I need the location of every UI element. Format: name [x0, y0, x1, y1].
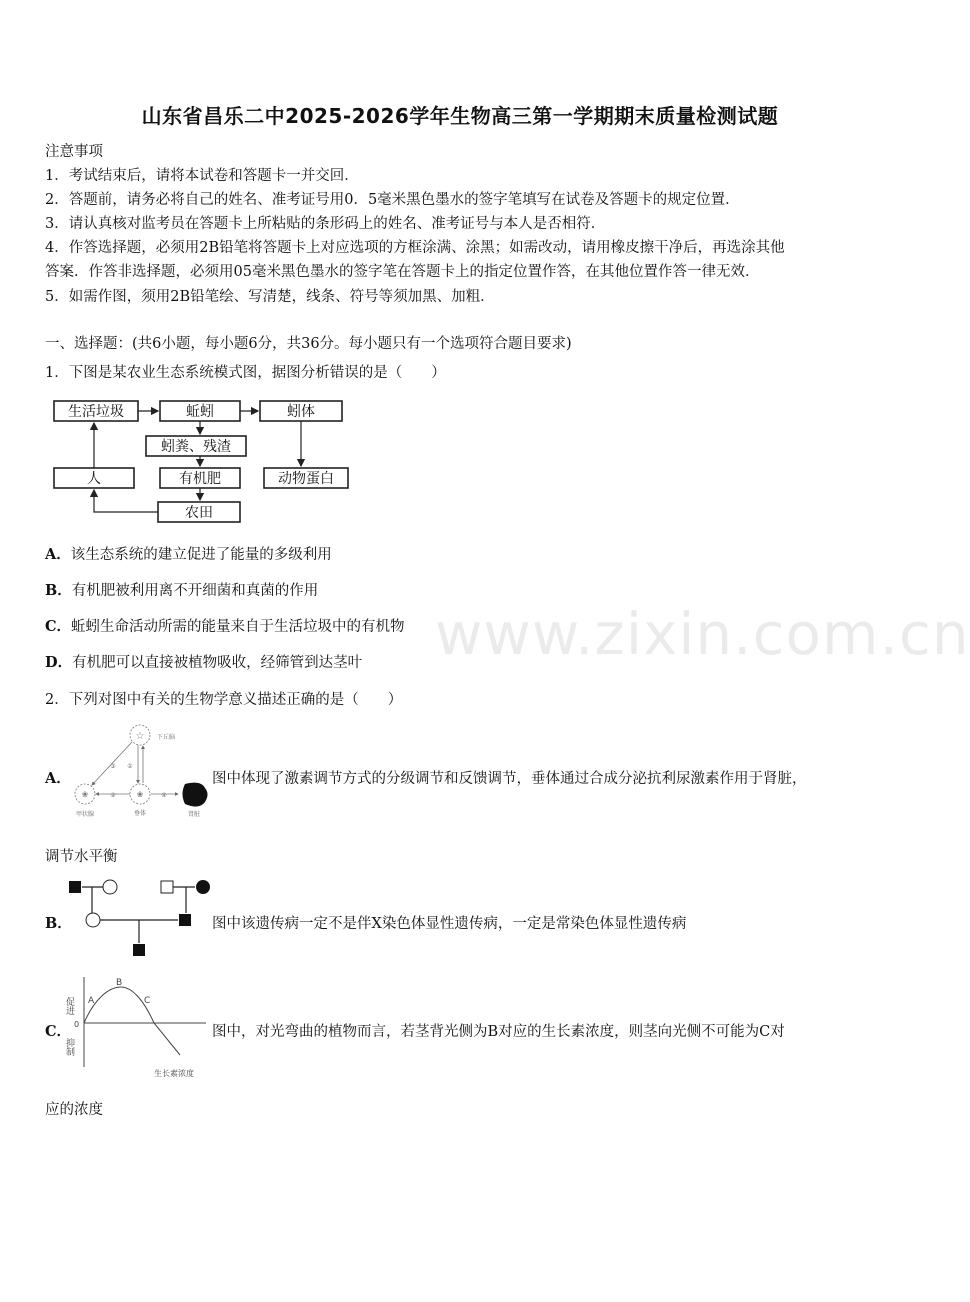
affected-male-icon [179, 914, 191, 926]
affected-male-icon [69, 881, 81, 893]
pedigree-chart [62, 875, 212, 963]
box-label: 蚯蚓 [186, 404, 214, 420]
q1-option-d[interactable]: D．有机肥可以直接被植物吸收，经筛管到达茎叶 [45, 654, 363, 671]
watermark: www.zixin.com.cn [435, 600, 970, 668]
question-2-stem: 2．下列对图中有关的生物学意义描述正确的是（ ） [45, 692, 403, 708]
q1-option-c[interactable]: C．蚯蚓生命活动所需的能量来自于生活垃圾中的有机物 [45, 618, 405, 635]
q2-option-b-text: 图中该遗传病一定不是伴X染色体显性遗传病，一定是常染色体显性遗传病 [212, 916, 687, 932]
box-label: 生活垃圾 [68, 404, 124, 420]
point-label: A [88, 996, 95, 1006]
normal-female-icon [103, 880, 117, 894]
notice-item: 答案．作答非选择题，必须用05毫米黑色墨水的签字笔在答题卡上的指定位置作答，在其他位置作答一律无效． [45, 264, 760, 280]
section-heading: 一、选择题：(共6小题，每小题6分，共36分。每小题只有一个选项符合题目要求) [45, 336, 572, 352]
q1-option-b[interactable]: B．有机肥被利用离不开细菌和真菌的作用 [45, 582, 319, 599]
svg-text:☆: ☆ [135, 731, 145, 742]
q2-option-b-key[interactable]: B． [45, 915, 72, 932]
box-label: 有机肥 [179, 471, 221, 487]
q1-option-a[interactable]: A．该生态系统的建立促进了能量的多级利用 [45, 546, 332, 563]
fig-label: 甲状腺 [75, 811, 95, 818]
axis-label: 0 [74, 1020, 80, 1029]
notice-item: 5．如需作图，须用2B铅笔绘、写清楚，线条、符号等须加黑、加粗． [45, 289, 495, 305]
notice-item: 1．考试结束后，请将本试卷和答题卡一并交回． [45, 168, 359, 184]
fig-label: ④ [161, 792, 167, 799]
axis-label: 促进 [64, 997, 74, 1015]
auxin-curve [84, 987, 180, 1055]
fig-label: ③ [110, 763, 116, 770]
normal-female-icon [86, 913, 100, 927]
point-label: C [144, 996, 151, 1006]
auxin-concentration-chart [66, 975, 212, 1083]
fig-label: 下丘脑 [156, 734, 176, 741]
ecosystem-diagram [50, 395, 350, 525]
box-label: 蚓粪、残渣 [161, 439, 231, 455]
notice-heading: 注意事项 [45, 144, 103, 160]
affected-male-icon [133, 944, 145, 956]
question-1-stem: 1．下图是某农业生态系统模式图，据图分析错误的是（ ） [45, 365, 446, 381]
box-label: 动物蛋白 [278, 471, 334, 487]
notice-item: 2．答题前，请务必将自己的姓名、准考证号用0．5毫米黑色墨水的签字笔填写在试卷及答题卡的规定位置． [45, 192, 740, 208]
x-axis-label: 生长素浓度 [154, 1069, 194, 1078]
q2-option-a-text-cont: 调节水平衡 [45, 849, 118, 865]
hormone-regulation-diagram [68, 722, 208, 822]
notice-item: 4．作答选择题，必须用2B铅笔将答题卡上对应选项的方框涂满、涂黑；如需改动，请用橡皮擦干净后，再选涂其他 [45, 240, 785, 256]
box-label: 农田 [185, 505, 213, 521]
q2-option-c-text-cont: 应的浓度 [45, 1102, 103, 1118]
q2-option-c-key[interactable]: C． [45, 1023, 72, 1040]
box-label: 蚓体 [287, 404, 315, 420]
kidney-icon [183, 783, 208, 807]
affected-female-icon [196, 880, 210, 894]
point-label: B [116, 978, 123, 988]
box-label: 人 [87, 471, 101, 487]
q2-option-c-text: 图中，对光弯曲的植物而言，若茎背光侧为B对应的生长素浓度，则茎向光侧不可能为C对 [212, 1024, 785, 1040]
svg-text:❀: ❀ [81, 790, 89, 799]
q2-option-a-text: 图中体现了激素调节方式的分级调节和反馈调节，垂体通过合成分泌抗利尿激素作用于肾脏， [212, 771, 807, 787]
fig-label: 垂体 [133, 810, 147, 817]
fig-label: 肾脏 [187, 811, 201, 818]
axis-label: 抑制 [64, 1038, 74, 1056]
fig-label: ② [110, 792, 116, 799]
page-title: 山东省昌乐二中2025-2026学年生物高三第一学期期末质量检测试题 [141, 104, 779, 128]
fig-label: ① [127, 763, 133, 770]
svg-text:❀: ❀ [136, 790, 144, 799]
normal-male-icon [161, 881, 173, 893]
notice-item: 3．请认真核对监考员在答题卡上所粘贴的条形码上的姓名、准考证号与本人是否相符． [45, 216, 606, 232]
q2-option-a-key[interactable]: A． [45, 770, 71, 787]
